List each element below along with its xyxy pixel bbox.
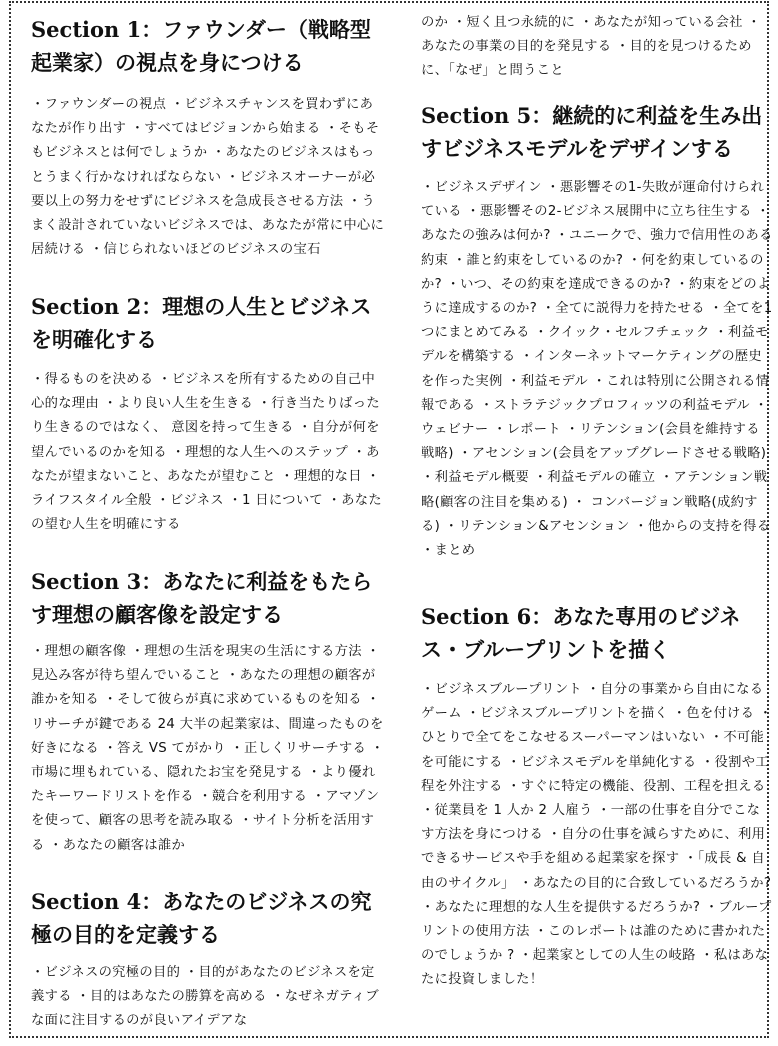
section-3-title: Section 3：あなたに利益をもたらす理想の顧客像を設定する (31, 569, 373, 627)
section-6-title: Section 6：あなた専用のビジネス・ブループリントを描く (421, 604, 741, 662)
right-column (421, 3, 773, 1036)
section-3-body: ・理想の顧客像 ・理想の生活を現実の生活にする方法 ・見込み客が待ち望んでいること ・あなたの理想の顧客が誰かを知る ・そして彼らが真に求めているものを知る ・リサーチが鍵である 24 大半の起業家は、間違ったものを好きになる ・答え VS てがかり ・正しくリサーチする ・市場に埋もれている、隠れたお宝を発見する ・より優れたキーワードリストを作る ・競合を利用する ・アマゾンを使って、顧客の思考を読み取る ・サイト分析を活用する ・あなたの顧客は誰か (31, 644, 385, 853)
section-1-title: Section 1：ファウンダー（戦略型起業家）の視点を身につける (31, 17, 371, 75)
section-4-title: Section 4：あなたのビジネスの究極の目的を定義する (31, 889, 372, 947)
section-6-body: ・ビジネスブループリント ・自分の事業から自由になるゲーム ・ビジネスブループリントを描く ・色を付ける ・ひとりで全てをこなせるスーパーマンはいない ・不可能を可能にする ・ビジネスモデルを単純化する ・役割や工程を外注する ・すぐに特定の機能、役割、工程を担える ・従業員を 1 人か 2 人雇う ・一部の仕事を自分でこなす方法を身につける ・自分の仕事を減らすために、利用できるサービスや手を組める起業家を探す ・「成長 & 自由のサイクル」 ・あなたの目的に合致しているだろうか? ・あなたに理想的な人生を提供するだろうか? ・ブループリントの使用方法 ・このレポートは誰のために書かれたのでしょうか ? ・起業家としての人生の岐路 ・私はあなたに投資しました！ (421, 682, 773, 988)
section-5-body: ・ビジネスデザイン ・悪影響その1-失敗が運命付けられている ・悪影響その2-ビジネス展開中に立ち往生する ・あなたの強みは何か? ・ユニークで、強力で信用性のある約束 ・誰と約束をしているのか? ・何を約束しているのか? ・いつ、その約束を達成できるのか? ・約束をどのように達成するのか? ・全てに説得力を持たせる ・全てを1つにまとめてみる ・クイック・セルフチェック ・利益モデルを構築する ・インターネットマーケティングの歴史を作った実例 ・利益モデル ・これは特別に公開される情報である ・ストラテジックプロフィッツの利益モデル ・ウェビナー ・レポート ・リテンション(会員を維持する戦略) ・アセンション(会員をアップグレードさせる戦略) ・利益モデル概要 ・利益モデルの確立 ・アテンション戦略(顧客の注目を集める) ・ コンバージョン戦略(成約する) ・リテンション&アセンション ・他からの支持を得る ・まとめ (421, 180, 773, 559)
left-column (31, 3, 385, 1036)
section-2-title: Section 2：理想の人生とビジネスを明確化する (31, 294, 372, 352)
section-1-body: ・ファウンダーの視点 ・ビジネスチャンスを買わずにあなたが作り出す ・すべてはビジョンから始まる ・そもそもビジネスとは何でしょうか ・あなたのビジネスはもっとうまく行かなければならない ・ビジネスオーナーが必要以上の努力をせずにビジネスを急成長させる方法 ・うまく設計されていないビジネスでは、あなたが常に中心に居続ける ・信じられないほどのビジネスの宝石 (31, 97, 385, 258)
section-4-body-continued: のか ・短く且つ永続的に ・あなたが知っている会社 ・あなたの事業の目的を発見する ・目的を見つけるために、「なぜ」と問うこと (421, 15, 761, 79)
page-frame (9, 1, 773, 1038)
section-2-body: ・得るものを決める ・ビジネスを所有するための自己中心的な理由 ・より良い人生を生きる ・行き当たりばったり生きるのではなく、 意図を持って生きる ・自分が何を望んでいるのかを知る ・理想的な人生へのステップ ・あなたが望まないこと、あなたが望むこと ・理想的な日 ・ライフスタイル全般 ・ビジネス ・1 日について ・あなたの望む人生を明確にする (31, 372, 382, 533)
section-4-body: ・ビジネスの究極の目的 ・目的があなたのビジネスを定義する ・目的はあなたの勝算を高める ・なぜネガティブな面に注目するのが良いアイデアな (31, 965, 379, 1029)
section-5-title: Section 5：継続的に利益を生み出すビジネスモデルをデザインする (421, 103, 763, 161)
